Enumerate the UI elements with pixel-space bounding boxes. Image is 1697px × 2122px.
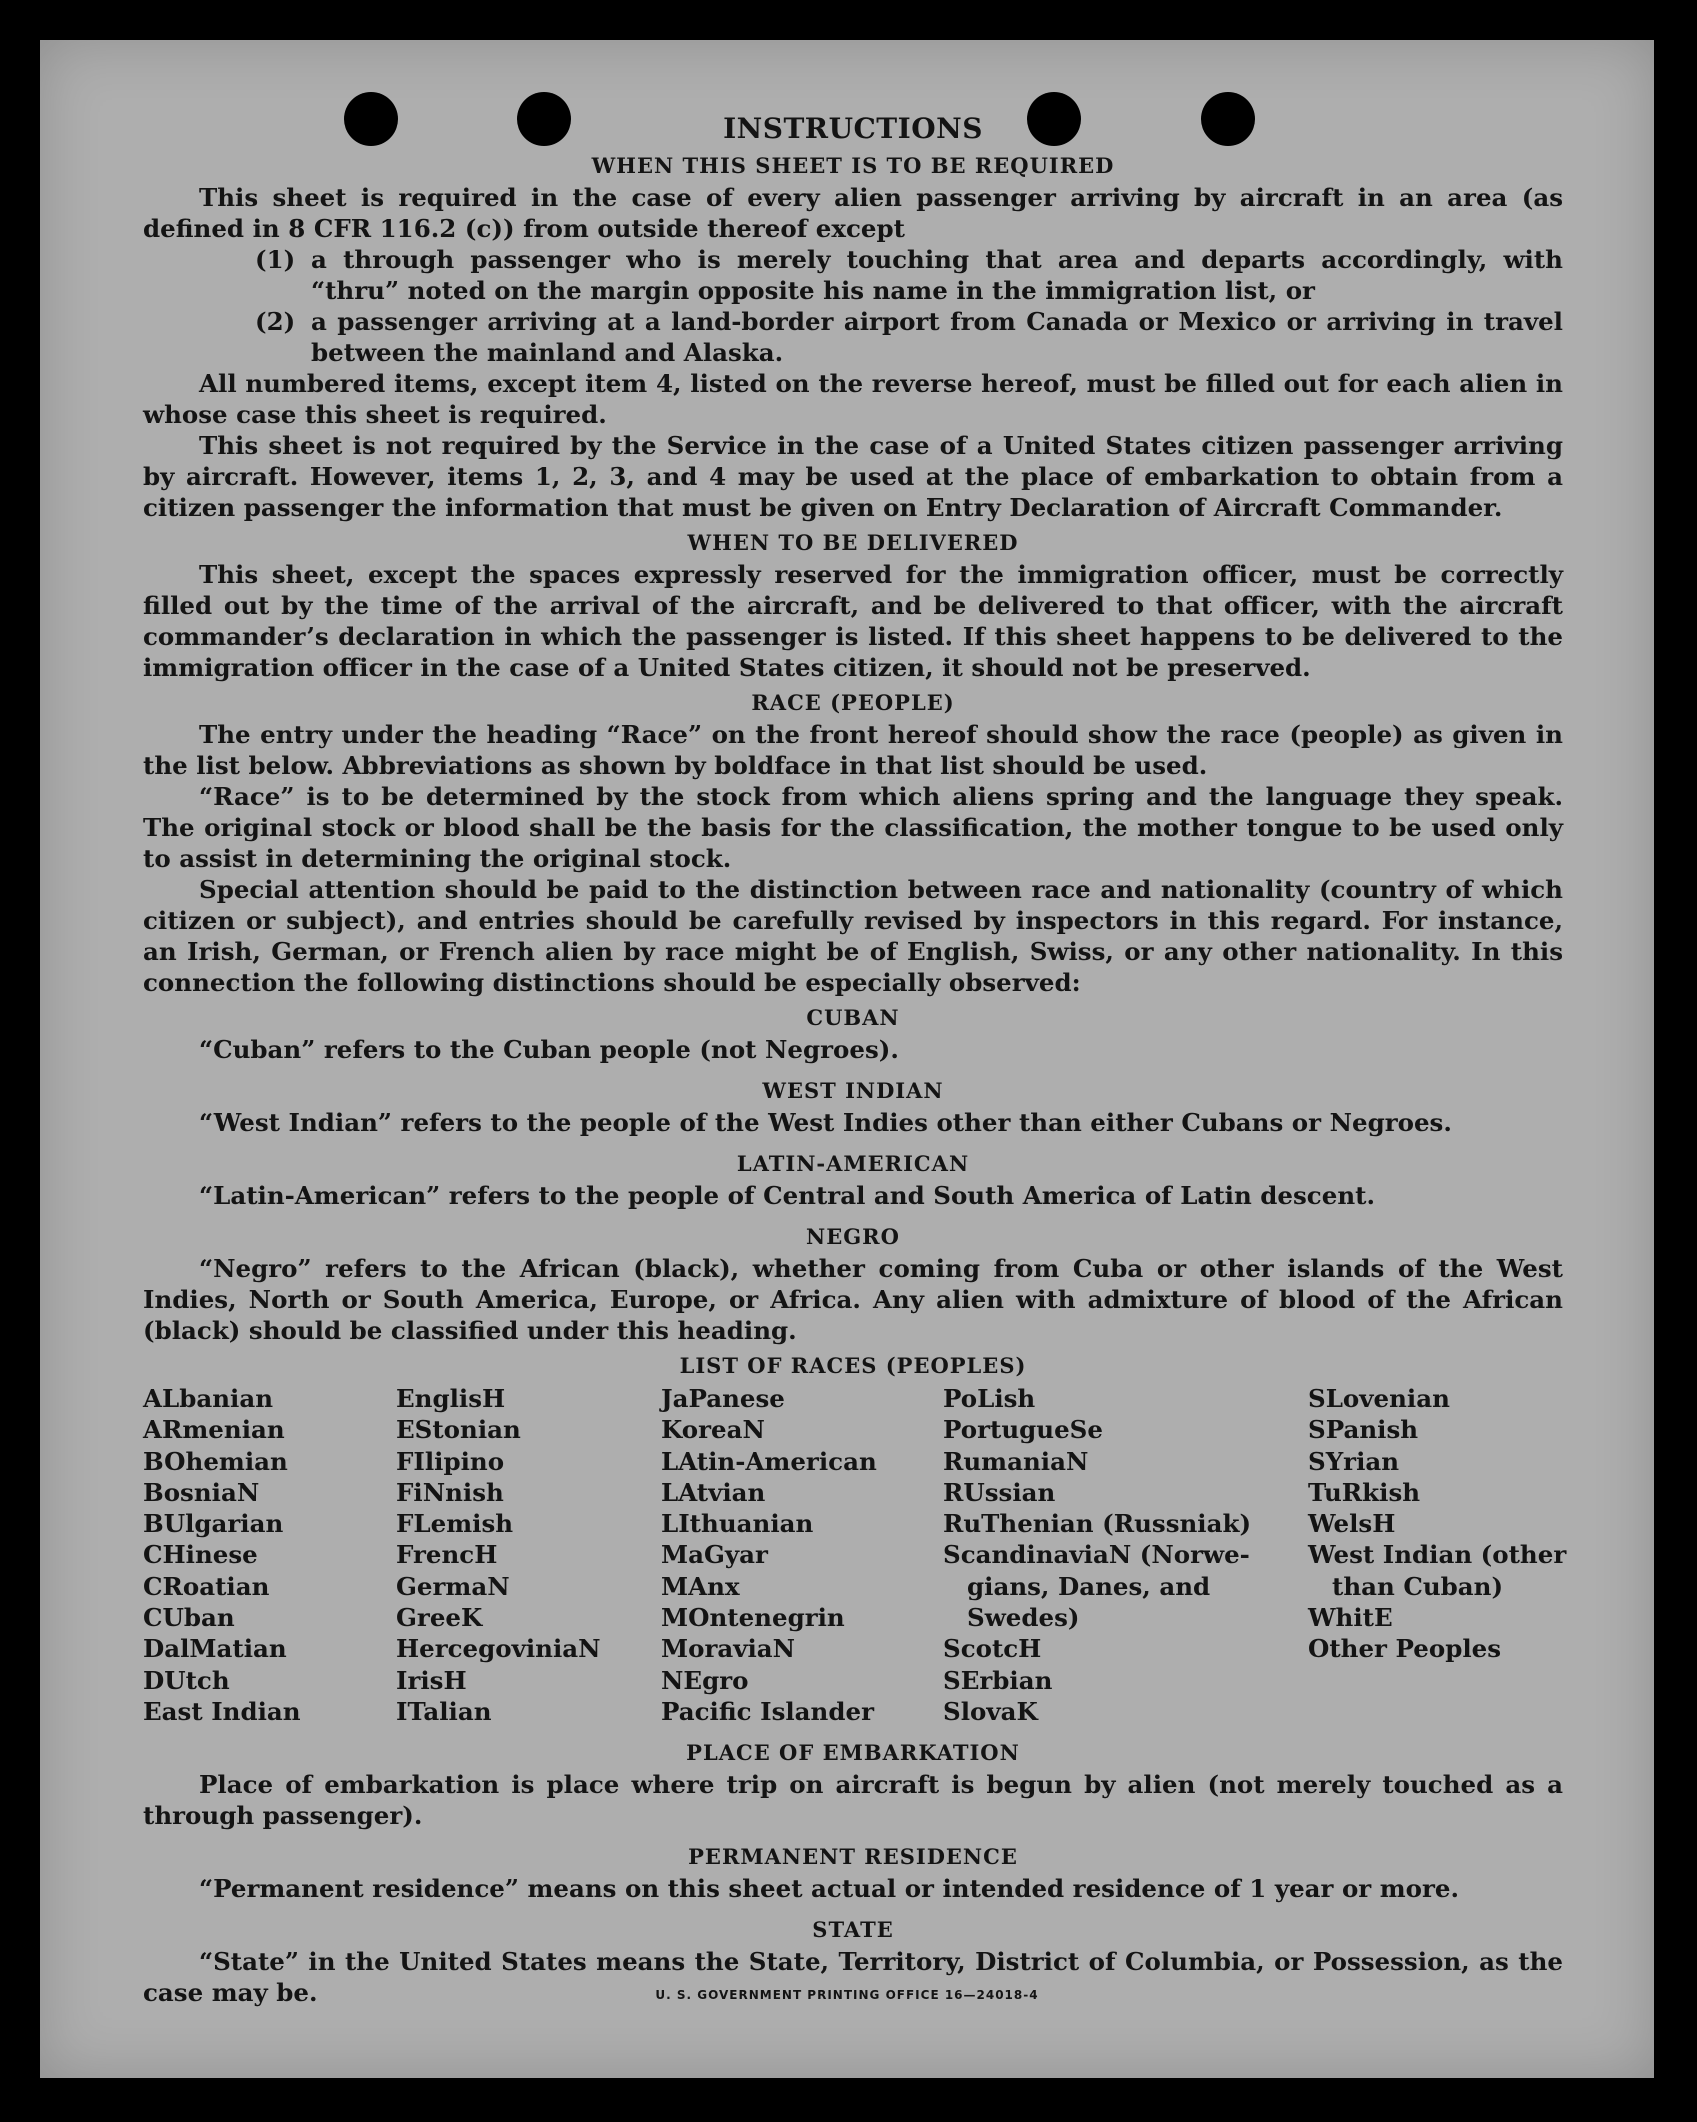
race-item: SYrian [1308,1446,1400,1476]
section-heading: LATIN-AMERICAN [736,1151,970,1176]
race-item: EnglisH [396,1384,506,1413]
numbered-item [255,306,1563,368]
race-item: than Cuban) [1332,1571,1504,1601]
race-item: FiNnish [396,1477,504,1507]
item-text: a passenger arriving at a land-border airport from Canada or Mexico or arriving in travel between the mainland and Alaska. [311,307,1563,367]
race-item: RuThenian (Russniak) [943,1509,1252,1539]
document-sheet [40,40,1654,2078]
numbered-item [255,244,1563,306]
race-item: SlovaK [943,1696,1038,1726]
race-item: BosniaN [143,1477,260,1507]
paragraph: “State” in the United States means the State, Territory, District of Columbia, or Possession, as the case may be. [143,1947,1563,2007]
race-item: KoreaN [661,1415,765,1445]
section-heading: LIST OF RACES (PEOPLES) [679,1353,1027,1378]
race-item: Swedes) [967,1603,1080,1633]
race-item: SPanish [1308,1415,1419,1445]
race-item: ARmenian [143,1415,285,1445]
paragraph: “Latin-American” refers to the people of Central and South America of Latin descent. [199,1181,1375,1210]
race-item: NEgro [661,1665,749,1695]
race-item: FLemish [396,1509,514,1539]
race-item: IrisH [396,1665,467,1695]
race-item: TuRkish [1308,1477,1421,1507]
race-item: gians, Danes, and [967,1571,1211,1601]
race-item: LAtin-American [661,1446,877,1476]
section-heading: WEST INDIAN [762,1078,944,1103]
section-heading: NEGRO [806,1224,900,1249]
race-item: MAnx [661,1571,740,1601]
paragraph: “Permanent residence” means on this sheet actual or intended residence of 1 year or more. [199,1874,1460,1903]
race-item: PortugueSe [943,1415,1103,1445]
race-item: GreeK [396,1603,483,1633]
section-heading: WHEN TO BE DELIVERED [687,530,1019,555]
races-column [661,1383,877,1727]
paragraph: “West Indian” refers to the people of the West Indies other than either Cubans or Negroes. [199,1108,1452,1137]
race-item: MoraviaN [661,1634,796,1664]
races-column [943,1383,1252,1727]
race-item: MaGyar [661,1540,768,1570]
race-item: ScandinaviaN (Norwe- [943,1540,1250,1570]
race-item: LAtvian [661,1477,766,1507]
race-item: WhitE [1308,1603,1393,1633]
item-number: (2) [255,307,296,336]
race-item: FIlipino [396,1446,505,1476]
race-item: DUtch [143,1665,230,1695]
paragraph: “Cuban” refers to the Cuban people (not Negroes). [199,1035,899,1064]
section-heading: WHEN THIS SHEET IS TO BE REQUIRED [591,153,1115,178]
race-item: West Indian (other [1308,1540,1567,1570]
section-heading: RACE (PEOPLE) [751,690,955,715]
race-item: BUlgarian [143,1509,284,1539]
race-item: GermaN [396,1571,510,1601]
race-item: EStonian [396,1415,521,1445]
section-heading: CUBAN [806,1005,900,1030]
section-heading: PERMANENT RESIDENCE [688,1844,1018,1869]
paragraph: This sheet is not required by the Service in the case of a United States citizen passenger arriving by aircraft. However, items 1, 2, 3, and 4 may be used at the place of embarkation to obtain from a citizen passenger the information that must be given on Entry Declaration of Aircraft Commander. [143,431,1563,522]
race-item: CHinese [143,1540,258,1570]
race-item: MOntenegrin [661,1603,845,1633]
race-item: Other Peoples [1308,1634,1502,1664]
instructions-body [143,112,1567,2008]
race-item: CRoatian [143,1571,270,1601]
race-item: ITalian [396,1696,492,1726]
races-column [396,1383,601,1727]
paragraph: “Race” is to be determined by the stock from which aliens spring and the language they speak. The original stock or blood shall be the basis for the classification, the mother tongue to be used only to assist in determining the original stock. [143,782,1563,873]
paragraph: All numbered items, except item 4, listed on the reverse hereof, must be filled out for each alien in whose case this sheet is required. [143,369,1563,429]
race-item: FrencH [396,1540,498,1570]
race-item: RumaniaN [943,1446,1089,1476]
races-column [1308,1383,1566,1665]
race-item: East Indian [143,1696,301,1726]
race-item: RUssian [943,1477,1056,1507]
race-item: BOhemian [143,1446,288,1476]
race-item: WelsH [1308,1509,1396,1539]
races-column [143,1383,301,1727]
race-item: SErbian [943,1665,1053,1695]
paragraph: “Negro” refers to the African (black), whether coming from Cuba or other islands of the West Indies, North or South America, Europe, or Africa. Any alien with admixture of blood of the African (black) should be classified under this heading. [143,1254,1563,1345]
race-item: LIthuanian [661,1509,814,1539]
item-text: a through passenger who is merely touching that area and departs accordingly, with “thru” noted on the margin opposite his name in the immigration list, or [311,245,1563,305]
paragraph: Special attention should be paid to the distinction between race and nationality (country of which citizen or subject), and entries should be carefully revised by inspectors in this regard. For instance, an Irish, German, or French alien by race might be of English, Swiss, or any other nationality. In this connection the following distinctions should be especially observed: [143,875,1563,997]
section-heading: STATE [812,1917,894,1942]
race-item: SLovenian [1308,1384,1450,1413]
section-heading: PLACE OF EMBARKATION [686,1740,1020,1765]
race-item: ScotcH [943,1634,1042,1664]
paragraph: The entry under the heading “Race” on the front hereof should show the race (people) as given in the list below. Abbreviations as shown by boldface in that list should be used. [143,720,1563,780]
race-item: PoLish [943,1384,1036,1413]
races-list [143,1383,1567,1733]
race-item: DalMatian [143,1634,287,1664]
printer-imprint: U. S. GOVERNMENT PRINTING OFFICE 16—24018-4 [655,1988,1039,2002]
race-item: HercegoviniaN [396,1634,601,1664]
race-item: JaPanese [661,1384,785,1413]
race-item: Pacific Islander [661,1696,874,1726]
race-item: ALbanian [143,1384,274,1413]
item-number: (1) [255,245,296,274]
race-item: CUban [143,1603,235,1633]
paragraph: Place of embarkation is place where trip on aircraft is begun by alien (not merely touched as a through passenger). [143,1770,1563,1830]
page-title: INSTRUCTIONS [723,112,983,145]
paragraph: This sheet is required in the case of every alien passenger arriving by aircraft in an area (as defined in 8 CFR 116.2 (c)) from outside thereof except [143,183,1563,243]
paragraph: This sheet, except the spaces expressly reserved for the immigration officer, must be correctly filled out by the time of the arrival of the aircraft, and be delivered to that officer, with the aircraft commander’s declaration in which the passenger is listed. If this sheet happens to be delivered to the immigration officer in the case of a United States citizen, it should not be preserved. [143,560,1563,682]
